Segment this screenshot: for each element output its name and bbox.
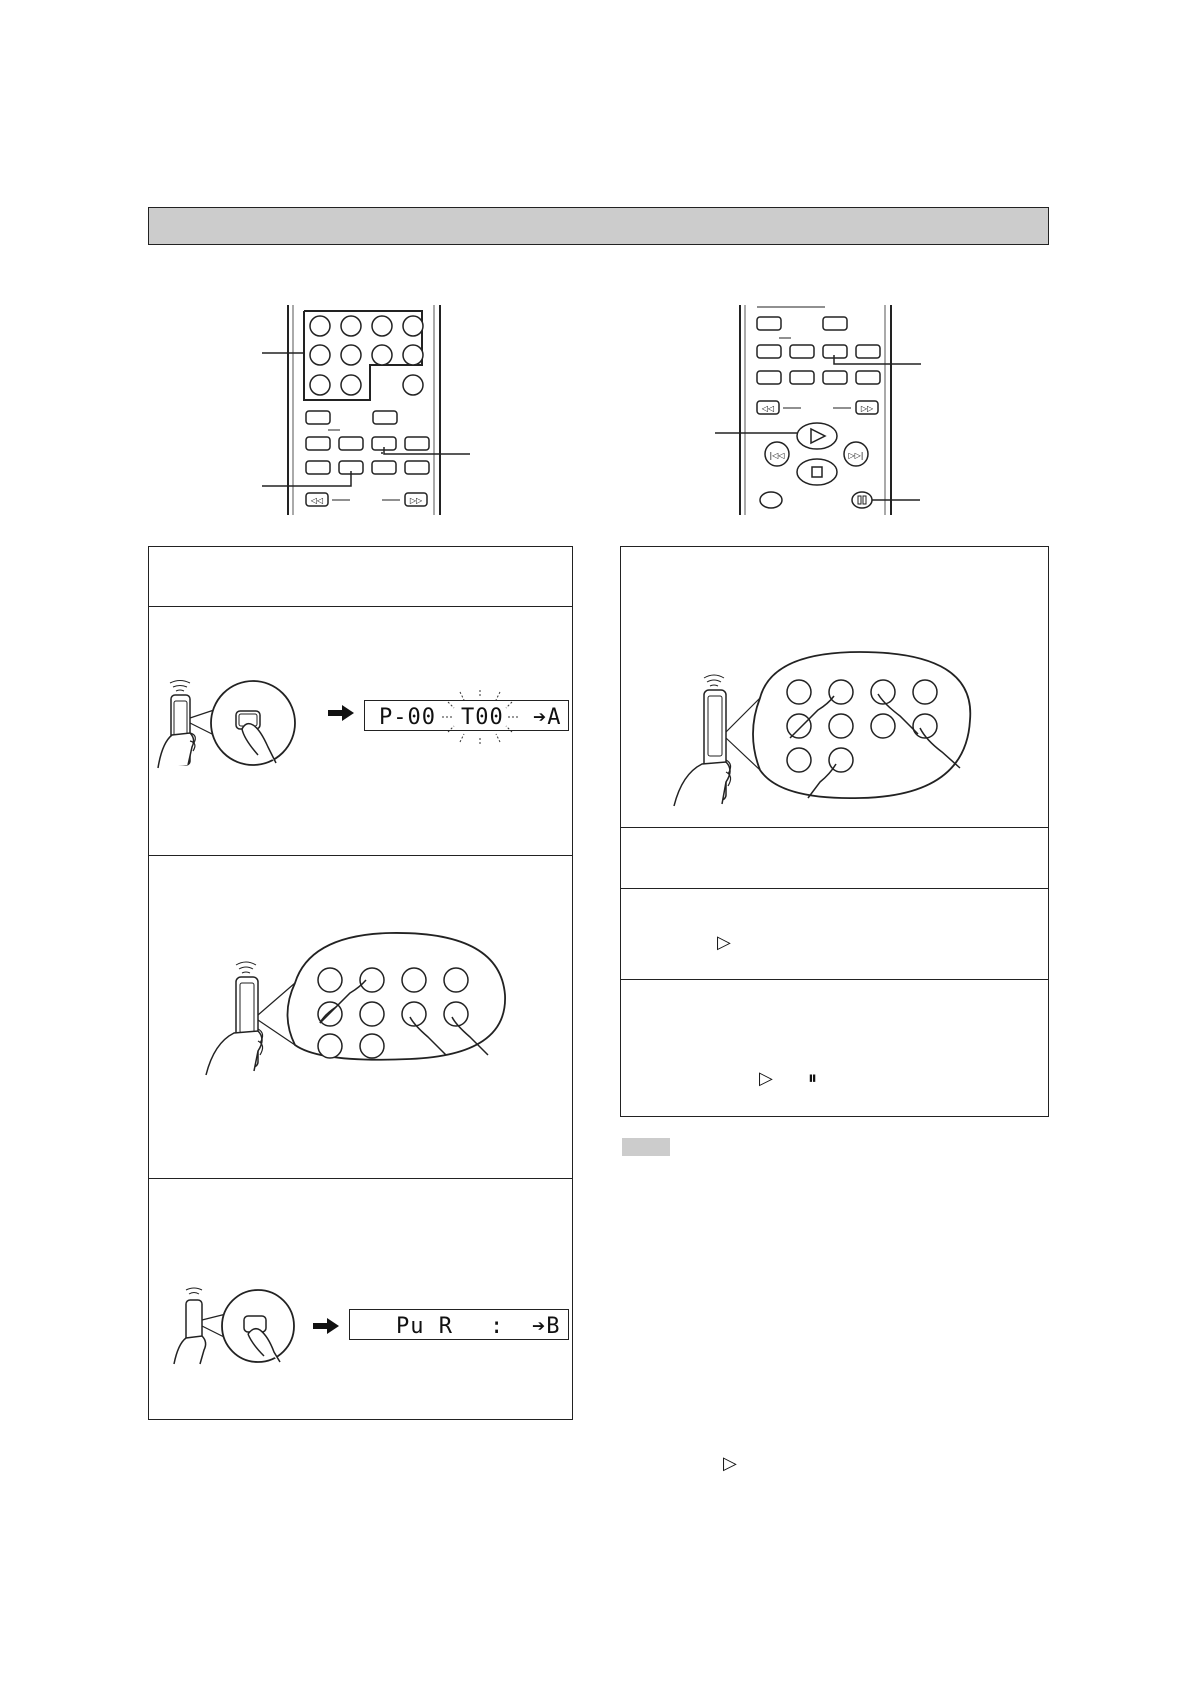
section-header-bar <box>148 207 1049 245</box>
display-mid-text: : <box>490 1314 505 1339</box>
step-divider <box>148 1178 573 1179</box>
number-keys-hand-illustration-right <box>660 648 980 808</box>
arrow-right-icon <box>328 705 354 721</box>
svg-text:|◁◁: |◁◁ <box>769 451 785 460</box>
step-divider <box>148 855 573 856</box>
svg-text:◁◁: ◁◁ <box>310 496 324 505</box>
remote-number-keys-diagram <box>262 305 482 515</box>
display-mid-text: T00 <box>461 705 504 730</box>
right-steps-panel <box>620 546 1049 1117</box>
play-icon: ▷ <box>759 1068 773 1089</box>
step-divider <box>620 979 1049 980</box>
svg-text:▷▷: ▷▷ <box>409 496 423 505</box>
step-divider <box>148 606 573 607</box>
svg-text:▷▷: ▷▷ <box>860 404 874 413</box>
play-icon: ▷ <box>717 932 731 953</box>
display-readout-b <box>349 1309 569 1340</box>
pause-icon: ⏸ <box>808 1068 817 1089</box>
svg-text:▷▷|: ▷▷| <box>848 451 864 460</box>
display-left-text: Pu R <box>396 1314 453 1339</box>
remote-transport-keys-diagram <box>715 305 935 515</box>
play-icon: ▷ <box>723 1453 737 1474</box>
display-right-text: ➔B <box>532 1314 561 1339</box>
step-divider <box>620 888 1049 889</box>
display-left-text: P-00 <box>379 705 436 730</box>
svg-text:◁◁: ◁◁ <box>761 404 775 413</box>
remote-hand-illustration <box>150 673 340 773</box>
display-right-text: ➔A <box>533 705 562 730</box>
step-divider <box>620 827 1049 828</box>
blink-rays <box>440 690 520 744</box>
note-label-box <box>622 1138 670 1156</box>
arrow-right-icon <box>313 1318 339 1334</box>
number-keys-hand-illustration <box>200 925 510 1100</box>
